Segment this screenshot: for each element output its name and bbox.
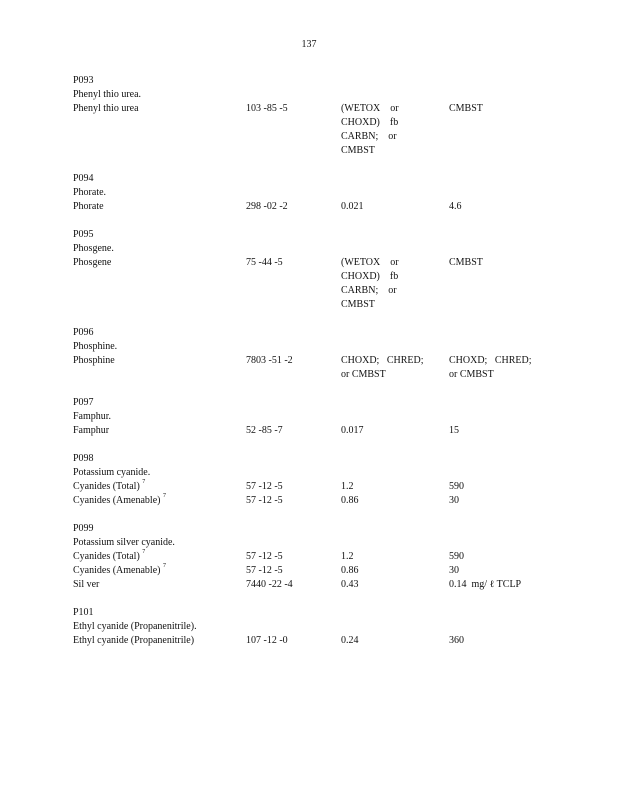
nonwastewater-standard-cell: 590: [449, 481, 464, 492]
constituent-name: Cyanides (Amenable): [73, 495, 161, 506]
wastewater-standard-cell: 0.86: [341, 495, 359, 506]
table-row: [0, 494, 618, 508]
waste-code: P096: [73, 327, 94, 338]
nonwastewater-standard-cell: CHOXD; CHRED; or CMBST: [449, 355, 532, 380]
waste-entry: [0, 228, 618, 312]
constituent-cell: [73, 424, 109, 438]
constituent-name: Phenyl thio urea: [73, 103, 139, 114]
cas-number-cell: 298 -02 -2: [246, 201, 288, 212]
waste-description: Phosphine.: [73, 341, 118, 352]
waste-entry: [0, 452, 618, 508]
waste-code: P095: [73, 229, 94, 240]
constituent-name: Ethyl cyanide (Propanenitrile): [73, 635, 195, 646]
wastewater-standard-cell: 1.2: [341, 481, 354, 492]
constituent-cell: [73, 634, 194, 648]
waste-code: P101: [73, 607, 94, 618]
wastewater-standard-cell: (WETOX or CHOXD) fb CARBN; or CMBST: [341, 103, 399, 156]
waste-description: Phenyl thio urea.: [73, 89, 142, 100]
waste-code: P097: [73, 397, 94, 408]
waste-description: Famphur.: [73, 411, 112, 422]
table-row: [0, 256, 618, 312]
nonwastewater-standard-cell: 30: [449, 565, 459, 576]
cas-number-cell: 57 -12 -5: [246, 565, 283, 576]
wastewater-standard-cell: (WETOX or CHOXD) fb CARBN; or CMBST: [341, 257, 399, 310]
wastewater-standard-cell: 0.017: [341, 425, 364, 436]
waste-description: Potassium silver cyanide.: [73, 537, 175, 548]
table-row: [0, 578, 618, 592]
cas-number-cell: 103 -85 -5: [246, 103, 288, 114]
constituent-name: Phosgene: [73, 257, 112, 268]
page-number: 137: [301, 39, 317, 50]
cas-number-cell: 7440 -22 -4: [246, 579, 293, 590]
constituent-cell: [73, 102, 139, 116]
constituent-cell: [73, 200, 104, 214]
nonwastewater-standard-cell: 360: [449, 635, 464, 646]
waste-description: Ethyl cyanide (Propanenitrile).: [73, 621, 197, 632]
waste-entry: [0, 74, 618, 158]
cas-number-cell: 52 -85 -7: [246, 425, 283, 436]
waste-code: P099: [73, 523, 94, 534]
constituent-name: Cyanides (Total): [73, 481, 140, 492]
constituent-name: Cyanides (Total): [73, 551, 140, 562]
waste-description: Potassium cyanide.: [73, 467, 151, 478]
cas-number-cell: 57 -12 -5: [246, 495, 283, 506]
waste-description: Phorate.: [73, 187, 107, 198]
table-row: [0, 480, 618, 494]
cas-number-cell: 75 -44 -5: [246, 257, 283, 268]
waste-entry: [0, 606, 618, 648]
waste-entry: [0, 522, 618, 592]
table-row: [0, 424, 618, 438]
table-row: [0, 550, 618, 564]
waste-entry: [0, 172, 618, 214]
table-row: [0, 200, 618, 214]
nonwastewater-standard-cell: 4.6: [449, 201, 462, 212]
table-row: [0, 354, 618, 382]
table-row: [0, 634, 618, 648]
constituent-cell: [73, 354, 115, 368]
waste-entry: [0, 326, 618, 382]
constituent-name: Phorate: [73, 201, 104, 212]
constituent-name: Sil ver: [73, 579, 100, 590]
nonwastewater-standard-cell: 0.14 mg/ ℓ TCLP: [449, 579, 522, 590]
constituent-cell: [73, 564, 166, 578]
waste-entry: [0, 396, 618, 438]
wastewater-standard-cell: CHOXD; CHRED; or CMBST: [341, 355, 424, 380]
table-row: [0, 564, 618, 578]
waste-code: P098: [73, 453, 94, 464]
constituent-name: Cyanides (Amenable): [73, 565, 161, 576]
constituent-cell: [73, 256, 111, 270]
constituent-cell: [73, 578, 99, 592]
wastewater-standard-cell: 0.86: [341, 565, 359, 576]
nonwastewater-standard-cell: CMBST: [449, 257, 483, 268]
cas-number-cell: 107 -12 -0: [246, 635, 288, 646]
waste-code: P094: [73, 173, 94, 184]
constituent-name: Famphur: [73, 425, 110, 436]
nonwastewater-standard-cell: CMBST: [449, 103, 483, 114]
nonwastewater-standard-cell: 30: [449, 495, 459, 506]
table-row: [0, 102, 618, 158]
waste-description: Phosgene.: [73, 243, 114, 254]
waste-code-table: [0, 74, 618, 662]
wastewater-standard-cell: 0.43: [341, 579, 359, 590]
waste-code: P093: [73, 75, 94, 86]
constituent-cell: [73, 480, 145, 494]
nonwastewater-standard-cell: 590: [449, 551, 464, 562]
footnote-marker: 7: [162, 563, 166, 569]
wastewater-standard-cell: 1.2: [341, 551, 354, 562]
footnote-marker: 7: [142, 479, 146, 485]
cas-number-cell: 7803 -51 -2: [246, 355, 293, 366]
constituent-cell: [73, 550, 145, 564]
cas-number-cell: 57 -12 -5: [246, 481, 283, 492]
nonwastewater-standard-cell: 15: [449, 425, 459, 436]
footnote-marker: 7: [162, 493, 166, 499]
constituent-cell: [73, 494, 166, 508]
constituent-name: Phosphine: [73, 355, 115, 366]
wastewater-standard-cell: 0.021: [341, 201, 364, 212]
wastewater-standard-cell: 0.24: [341, 635, 359, 646]
cas-number-cell: 57 -12 -5: [246, 551, 283, 562]
footnote-marker: 7: [142, 549, 146, 555]
